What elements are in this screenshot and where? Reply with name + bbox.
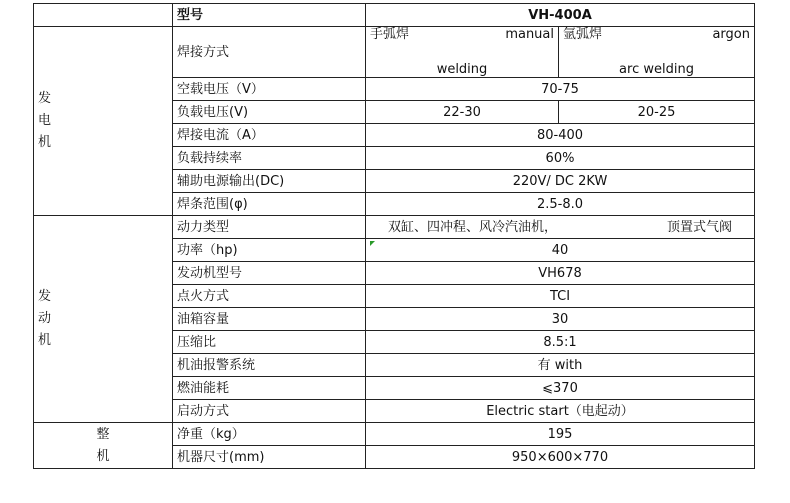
welding-current-label: 焊接电流（A）	[173, 124, 366, 147]
group-whole-char: 整	[96, 426, 110, 442]
header-blank-cell	[34, 4, 173, 27]
ignition-value: TCI	[366, 285, 755, 308]
group-whole-char: 机	[96, 448, 110, 464]
weight-label: 净重（kg）	[173, 423, 366, 446]
row-power-type	[34, 216, 755, 239]
load-voltage-argon: 20-25	[559, 101, 755, 124]
fuel-consumption-value: ⩽370	[366, 377, 755, 400]
welding-current-value: 80-400	[366, 124, 755, 147]
compression-label: 压缩比	[173, 331, 366, 354]
power-type-label: 动力类型	[173, 216, 366, 239]
engine-model-value: VH678	[366, 262, 755, 285]
group-engine-char: 发	[38, 289, 52, 304]
argon-en-2: arc welding	[619, 62, 694, 77]
duty-cycle-label: 负载持续率	[173, 147, 366, 170]
engine-model-label: 发动机型号	[173, 262, 366, 285]
row-welding-method	[34, 27, 755, 78]
fuel-consumption-label: 燃油能耗	[173, 377, 366, 400]
model-value: VH-400A	[366, 4, 755, 27]
start-label: 启动方式	[173, 400, 366, 423]
power-type-value-left: 双缸、四冲程、风冷汽油机，	[388, 219, 558, 235]
group-engine-char: 动	[38, 311, 52, 326]
manual-cn: 手弧焊	[370, 27, 410, 42]
model-label: 型号	[173, 4, 366, 27]
welding-method-label: 焊接方式	[173, 27, 366, 78]
power-value: 40	[366, 239, 755, 262]
electrode-range-label: 焊条范围(φ)	[173, 193, 366, 216]
manual-en-2: welding	[436, 62, 488, 77]
duty-cycle-value: 60%	[366, 147, 755, 170]
spec-table	[33, 3, 755, 469]
tank-value: 30	[366, 308, 755, 331]
aux-output-value: 220V/ DC 2KW	[366, 170, 755, 193]
welding-method-manual	[366, 27, 559, 78]
electrode-range-value: 2.5-8.0	[366, 193, 755, 216]
compression-value: 8.5:1	[366, 331, 755, 354]
dimensions-label: 机器尺寸(mm)	[173, 446, 366, 469]
welding-method-argon	[559, 27, 755, 78]
load-voltage-manual: 22-30	[366, 101, 559, 124]
argon-cn: 氩弧焊	[563, 27, 603, 42]
group-whole	[34, 423, 173, 469]
power-type-value-right: 顶置式气阀	[666, 219, 732, 235]
ignition-label: 点火方式	[173, 285, 366, 308]
argon-en: argon	[712, 27, 750, 42]
dimensions-value: 950×600×770	[366, 446, 755, 469]
no-load-voltage-value: 70-75	[366, 78, 755, 101]
group-engine	[34, 216, 173, 423]
start-value: Electric start（电起动）	[366, 400, 755, 423]
aux-output-label: 辅助电源输出(DC)	[173, 170, 366, 193]
tank-label: 油箱容量	[173, 308, 366, 331]
power-type-value	[366, 216, 755, 239]
manual-en: manual	[505, 27, 554, 42]
group-generator-char: 电	[38, 113, 52, 128]
group-generator-char: 发	[38, 91, 52, 106]
no-load-voltage-label: 空载电压（V）	[173, 78, 366, 101]
power-label: 功率（hp)	[173, 239, 366, 262]
group-engine-char: 机	[38, 333, 52, 348]
group-generator	[34, 27, 173, 216]
row-weight	[34, 423, 755, 446]
load-voltage-label: 负载电压(V)	[173, 101, 366, 124]
weight-value: 195	[366, 423, 755, 446]
oil-alarm-value: 有 with	[366, 354, 755, 377]
group-generator-char: 机	[38, 135, 52, 150]
header-row	[34, 4, 755, 27]
oil-alarm-label: 机油报警系统	[173, 354, 366, 377]
